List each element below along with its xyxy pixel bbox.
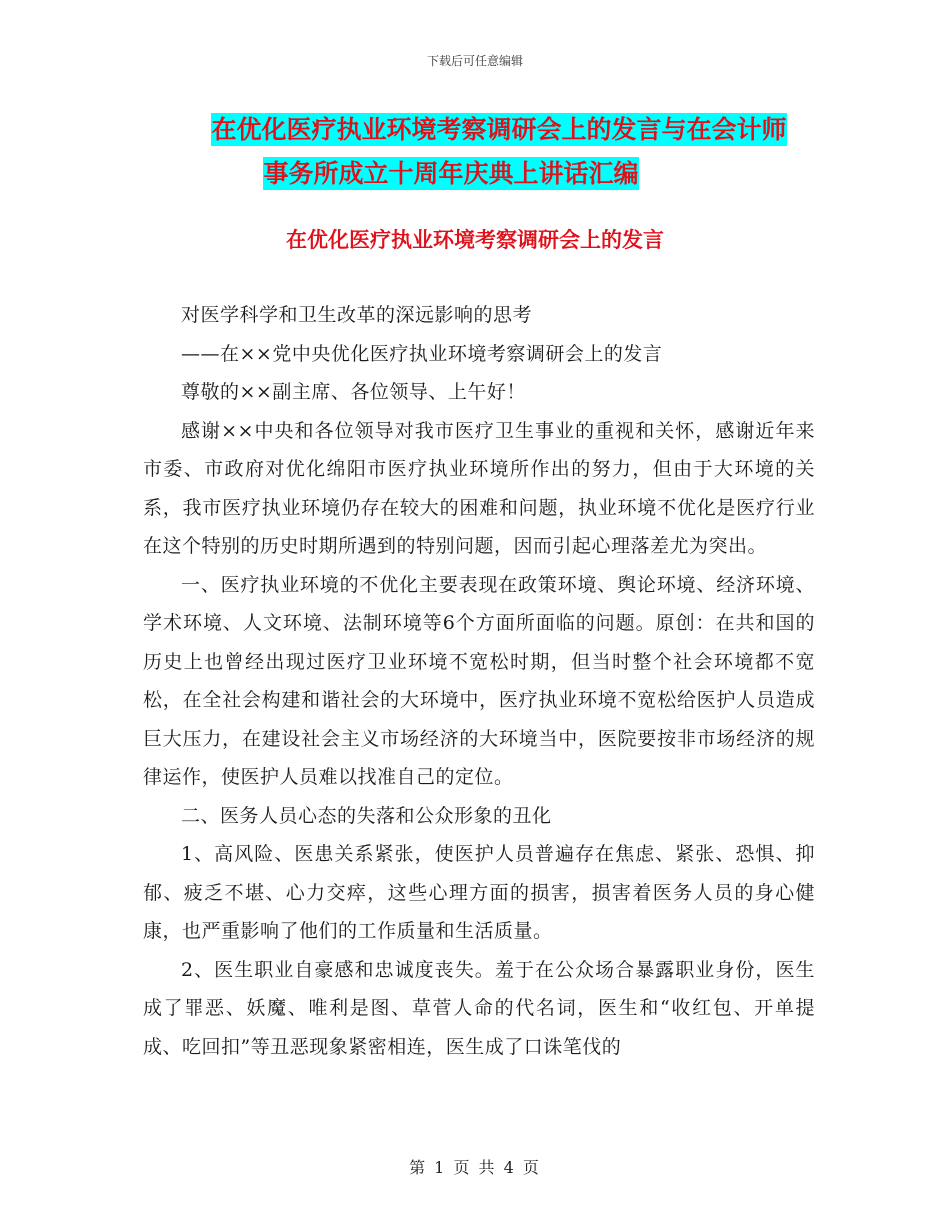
paragraph: 对医学科学和卫生改革的深远影响的思考: [181, 304, 533, 326]
paragraph: 一、医疗执业环境的不优化主要表现在政策环境、舆论环境、经济环境、学术环境、人文环境、法制环境等6个方面所面临的问题。原创：在共和国的历史上也曾经出现过医疗卫业环境不宽松时期，但当时整个社会环境都不宽松，在全社会构建和谐社会的大环境中，医疗执业环境不宽松给医护人员造成巨大压力，在建设社会主义市场经济的大环境当中，医院要按非市场经济的规律运作，使医护人员难以找准自己的定位。: [143, 573, 815, 788]
page-footer: 第 1 页 共 4 页: [409, 1158, 541, 1177]
paragraph: 尊敬的××副主席、各位领导、上午好！: [181, 381, 526, 403]
paragraph: 1、高风险、医患关系紧张，使医护人员普遍存在焦虑、紧张、恐惧、抑郁、疲乏不堪、心力交瘁，这些心理方面的损害，损害着医务人员的身心健康，也严重影响了他们的工作质量和生活质量。: [143, 843, 815, 942]
document-title: [0, 108, 950, 196]
paragraph: ——在××党中央优化医疗执业环境考察调研会上的发言: [181, 342, 663, 365]
paragraph: 2、医生职业自豪感和忠诚度丧失。羞于在公众场合暴露职业身份，医生成了罪恶、妖魔、唯利是图、草菅人命的代名词，医生和“收红包、开单提成、吃回扣”等丑恶现象紧密相连，医生成了口诛笔伐的: [143, 958, 815, 1058]
title-line-2: 事务所成立十周年庆典上讲话汇编: [263, 159, 639, 188]
paragraph: 感谢××中央和各位领导对我市医疗卫生事业的重视和关怀，感谢近年来市委、市政府对优化绵阳市医疗执业环境所作出的努力，但由于大环境的关系，我市医疗执业环境仍存在较大的困难和问题，执业环境不优化是医疗行业在这个特别的历史时期所遇到的特别问题，因而引起心理落差尤为突出。: [143, 419, 815, 557]
header-note: 下载后可任意编辑: [426, 54, 523, 68]
title-line-1: 在优化医疗执业环境考察调研会上的发言与在会计师: [211, 115, 787, 144]
body-text: [143, 296, 815, 1066]
paragraph: 二、医务人员心态的失落和公众形象的丑化: [181, 804, 552, 827]
section-title: 在优化医疗执业环境考察调研会上的发言: [286, 228, 664, 252]
